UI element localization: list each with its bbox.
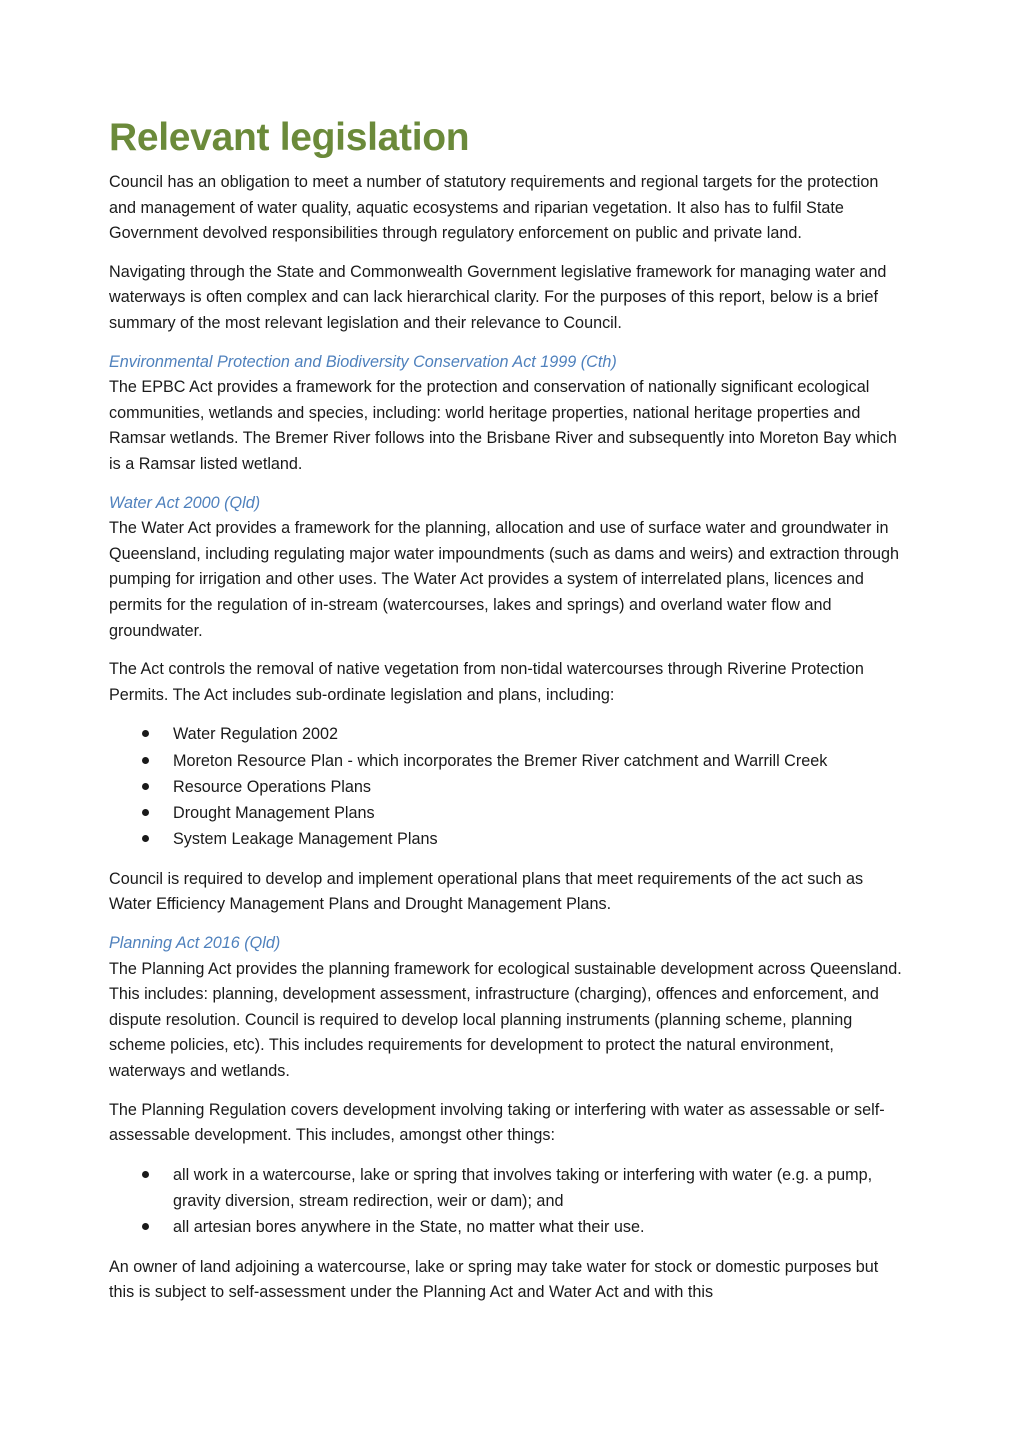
list-item [109, 800, 904, 826]
section-paragraph: The Planning Act provides the planning framework for ecological sustainable development across Queensland. This includes: planning, development assessment, infrastructure (charging), offences and enforcement, and dispute resolution. Council is required to develop local planning instruments (planning scheme, planning scheme policies, etc). This includes requirements for development to protect the natural environment, waterways and wetlands. [109, 959, 902, 1080]
list-item-text: System Leakage Management Plans [173, 830, 438, 849]
section-heading: Water Act 2000 (Qld) [109, 493, 261, 512]
list-item-text: Water Regulation 2002 [173, 725, 338, 744]
list-item-text: all work in a watercourse, lake or spring that involves taking or interfering with water (e.g. a pump, gravity diversion, stream redirection, weir or dam); and [173, 1165, 873, 1210]
section-paragraph: The Water Act provides a framework for the planning, allocation and use of surface water and groundwater in Queensland, including regulating major water impoundments (such as dams and weirs) and extraction through pumping for irrigation and other uses. The Water Act provides a system of interrelated plans, licences and permits for the regulation of in-stream (watercourses, lakes and springs) and overland water flow and groundwater. [109, 519, 900, 640]
bullet-icon [142, 730, 149, 737]
bullet-icon [142, 757, 149, 764]
planning-act-section [109, 931, 904, 1306]
bullet-icon [142, 1223, 149, 1230]
intro-paragraph: Navigating through the State and Commonwealth Government legislative framework for managing water and waterways is often complex and can lack hierarchical clarity. For the purposes of this report, below is a brief summary of the most relevant legislation and their relevance to Council. [109, 262, 887, 332]
bullet-list [109, 1162, 904, 1241]
list-item-text: Drought Management Plans [173, 804, 375, 823]
document-page [109, 112, 904, 1319]
section-paragraph: Council is required to develop and implement operational plans that meet requirements of the act such as Water Efficiency Management Plans and Drought Management Plans. [109, 869, 864, 914]
bullet-icon [142, 783, 149, 790]
bullet-icon [142, 809, 149, 816]
list-item-text: Moreton Resource Plan - which incorporates the Bremer River catchment and Warrill Creek [173, 751, 828, 770]
section-heading: Environmental Protection and Biodiversity Conservation Act 1999 (Cth) [109, 352, 617, 371]
bullet-icon [142, 835, 149, 842]
water-act-section [109, 491, 904, 918]
list-item [109, 721, 904, 747]
section-heading: Planning Act 2016 (Qld) [109, 933, 281, 952]
epbc-section [109, 350, 904, 478]
list-item [109, 1214, 904, 1240]
list-item [109, 748, 904, 774]
section-paragraph: An owner of land adjoining a watercourse, lake or spring may take water for stock or domestic purposes but this is subject to self-assessment under the Planning Act and Water Act and with this [109, 1257, 879, 1302]
list-item [109, 826, 904, 852]
bullet-icon [142, 1171, 149, 1178]
bullet-list [109, 721, 904, 852]
list-item-text: all artesian bores anywhere in the State, no matter what their use. [173, 1218, 645, 1237]
list-item [109, 774, 904, 800]
list-item-text: Resource Operations Plans [173, 777, 371, 796]
intro-paragraph: Council has an obligation to meet a number of statutory requirements and regional targets for the protection and management of water quality, aquatic ecosystems and riparian vegetation. It also has to fulfil State Government devolved responsibilities through regulatory enforcement on public and private land. [109, 173, 879, 243]
section-paragraph: The Planning Regulation covers development involving taking or interfering with water as assessable or self-assessable development. This includes, amongst other things: [109, 1100, 885, 1145]
section-paragraph: The EPBC Act provides a framework for the protection and conservation of nationally significant ecological communities, wetlands and species, including: world heritage properties, national heritage properties and Ramsar wetlands. The Bremer River follows into the Brisbane River and subsequently into Moreton Bay which is a Ramsar listed wetland. [109, 378, 897, 473]
list-item [109, 1162, 904, 1215]
page-title: Relevant legislation [109, 116, 470, 159]
section-paragraph: The Act controls the removal of native vegetation from non-tidal watercourses through Riverine Protection Permits. The Act includes sub-ordinate legislation and plans, including: [109, 660, 864, 704]
